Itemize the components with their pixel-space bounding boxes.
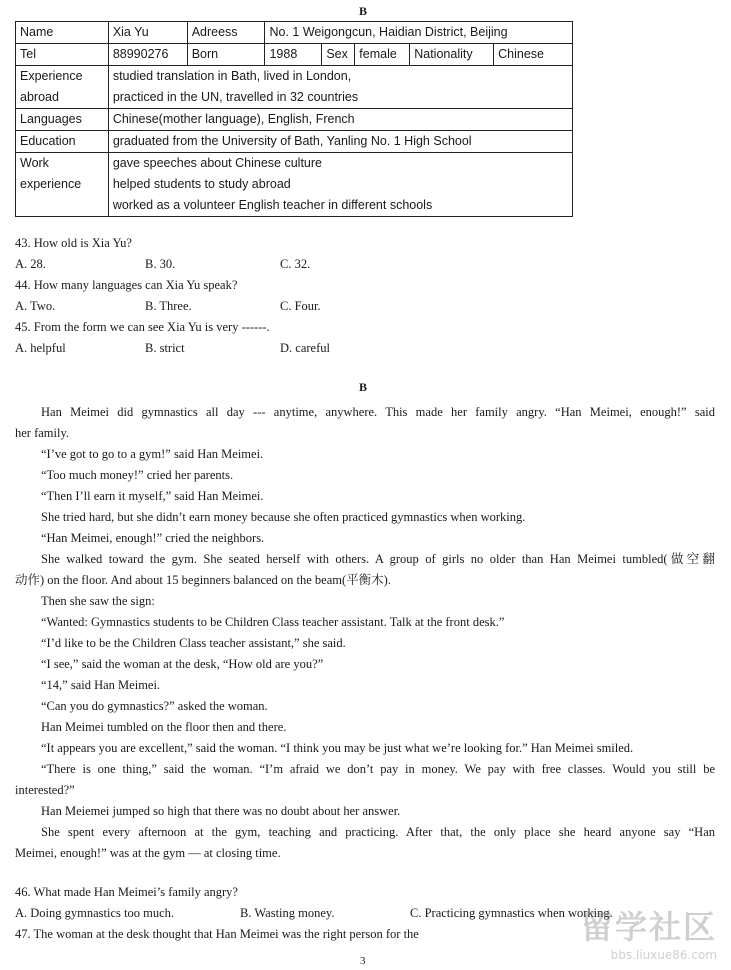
story-line: her family. <box>15 426 70 440</box>
sex-label: Sex <box>322 44 355 66</box>
question-45: 45. From the form we can see Xia Yu is very ------. <box>15 320 270 334</box>
languages-label: Languages <box>16 109 109 131</box>
name-label: Name <box>16 22 109 44</box>
option-43-b: B. 30. <box>145 257 176 271</box>
option-44-c: C. Four. <box>280 299 321 313</box>
story-line: “There is one thing,” said the woman. “I’m afraid we don’t pay in money. We pay with free classes. Would you still be <box>41 762 715 776</box>
site-watermark <box>581 902 717 962</box>
page-number: 3 <box>360 955 366 967</box>
option-46-b: B. Wasting money. <box>240 906 335 920</box>
option-44-b: B. Three. <box>145 299 192 313</box>
address-value: No. 1 Weigongcun, Haidian District, Beijing <box>265 22 573 44</box>
question-47: 47. The woman at the desk thought that Han Meimei was the right person for the <box>15 927 419 941</box>
experience-value: studied translation in Bath, lived in London, practiced in the UN, travelled in 32 countries <box>108 66 572 109</box>
languages-value: Chinese(mother language), English, French <box>108 109 572 131</box>
story-line: Meimei, enough!” was at the gym — at closing time. <box>15 846 281 860</box>
option-44-a: A. Two. <box>15 299 56 313</box>
question-46: 46. What made Han Meimei’s family angry? <box>15 885 238 899</box>
option-46-c: C. Practicing gymnastics when working. <box>410 906 613 920</box>
story-line: 动作) on the floor. And about 15 beginners balanced on the beam(平衡木). <box>15 573 391 587</box>
story-line: “Can you do gymnastics?” asked the woman. <box>41 699 268 713</box>
story-line: “I’d like to be the Children Class teacher assistant,” she said. <box>41 636 346 650</box>
story-line: She walked toward the gym. She seated herself with others. A group of girls no older than Han Meimei tumbled(做空翻 <box>41 552 715 566</box>
name-value: Xia Yu <box>108 22 187 44</box>
question-44: 44. How many languages can Xia Yu speak? <box>15 278 238 292</box>
education-label: Education <box>16 131 109 153</box>
address-label: Adreess <box>187 22 265 44</box>
nationality-label: Nationality <box>410 44 494 66</box>
watermark-url: bbs.liuxue86.com <box>610 948 717 962</box>
story-line: She spent every afternoon at the gym, teaching and practicing. After that, the only place she heard anyone say “Han <box>41 825 715 839</box>
story-line: “I see,” said the woman at the desk, “How old are you?” <box>41 657 324 671</box>
story-line: Han Meimei tumbled on the floor then and there. <box>41 720 287 734</box>
story-line: “Then I’ll earn it myself,” said Han Meimei. <box>41 489 264 503</box>
option-43-c: C. 32. <box>280 257 311 271</box>
section-heading-b1: B <box>359 4 368 18</box>
story-line: “Wanted: Gymnastics students to be Children Class teacher assistant. Talk at the front desk.” <box>41 615 505 629</box>
form-row-work <box>16 153 573 217</box>
section-heading-b2: B <box>359 380 368 394</box>
option-43-a: A. 28. <box>15 257 46 271</box>
story-passage <box>15 402 715 864</box>
personal-info-form <box>15 21 573 217</box>
story-line: “I’ve got to go to a gym!” said Han Meimei. <box>41 447 264 461</box>
experience-label: Experience abroad <box>16 66 109 109</box>
form-row-languages <box>16 109 573 131</box>
option-45-d: D. careful <box>280 341 330 355</box>
question-43: 43. How old is Xia Yu? <box>15 236 132 250</box>
option-45-a: A. helpful <box>15 341 66 355</box>
story-line: Then she saw the sign: <box>41 594 155 608</box>
story-line: “It appears you are excellent,” said the woman. “I think you may be just what we’re looking for.” Han Meimei smiled. <box>41 741 634 755</box>
born-label: Born <box>187 44 265 66</box>
nationality-value: Chinese <box>494 44 573 66</box>
form-row-experience <box>16 66 573 109</box>
tel-value: 88990276 <box>108 44 187 66</box>
watermark-logo: 留学社区 <box>580 908 717 946</box>
story-line: “Han Meimei, enough!” cried the neighbors. <box>41 531 265 545</box>
education-value: graduated from the University of Bath, Yanling No. 1 High School <box>108 131 572 153</box>
story-line: Han Meimei did gymnastics all day --- anytime, anywhere. This made her family angry. “Han Meimei, enough!” said <box>41 405 715 419</box>
story-line: “14,” said Han Meimei. <box>41 678 161 692</box>
story-line: She tried hard, but she didn’t earn money because she often practiced gymnastics when working. <box>41 510 526 524</box>
tel-label: Tel <box>16 44 109 66</box>
story-line: “Too much money!” cried her parents. <box>41 468 234 482</box>
form-row-name <box>16 22 573 44</box>
form-row-education <box>16 131 573 153</box>
option-45-b: B. strict <box>145 341 185 355</box>
work-value: gave speeches about Chinese culture helped students to study abroad worked as a volunteer English teacher in different schools <box>108 153 572 217</box>
story-line: Han Meiemei jumped so high that there was no doubt about her answer. <box>41 804 401 818</box>
work-label: Work experience <box>16 153 109 217</box>
form-row-tel <box>16 44 573 66</box>
story-line: interested?” <box>15 783 75 797</box>
born-value: 1988 <box>265 44 322 66</box>
option-46-a: A. Doing gymnastics too much. <box>15 906 175 920</box>
sex-value: female <box>355 44 410 66</box>
